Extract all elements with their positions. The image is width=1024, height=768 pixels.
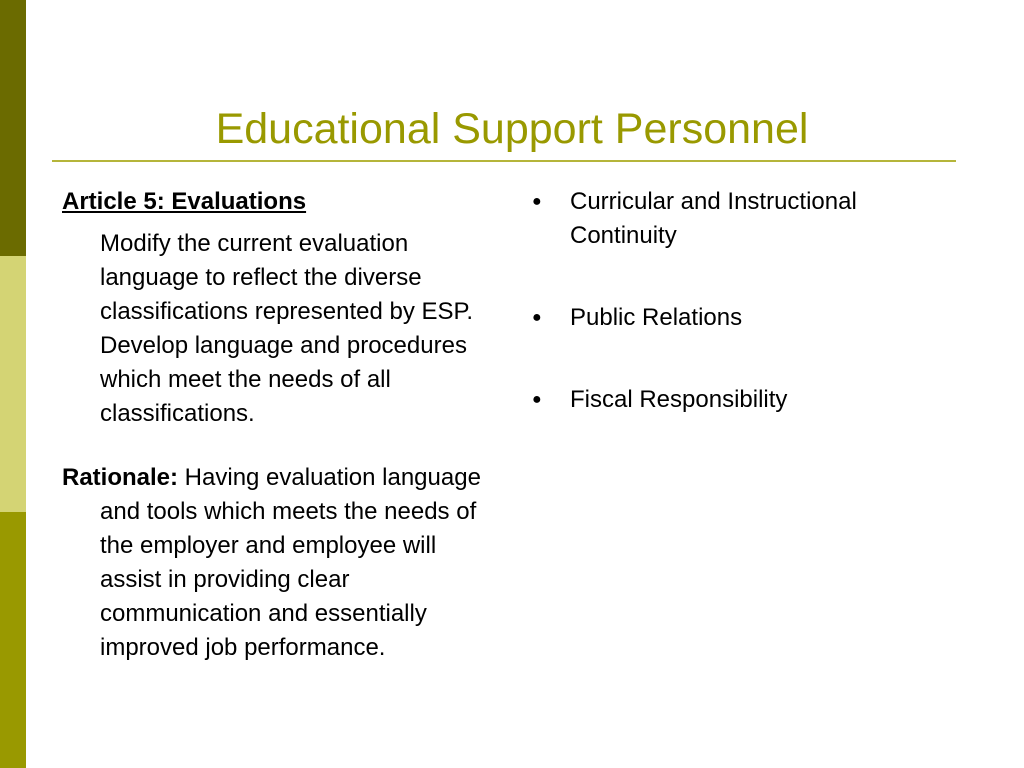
bullet-item-curricular <box>530 185 950 253</box>
rationale-text: Having evaluation language and tools which meets the needs of the employer and employee will assist in providing clear communication and essentially improved job performance. <box>100 464 481 661</box>
side-bar-middle <box>0 256 26 512</box>
left-column <box>62 185 502 665</box>
bullet-item-fiscal <box>530 383 950 417</box>
rationale-label: Rationale: <box>62 464 179 491</box>
bullet-icon: ● <box>532 391 542 408</box>
article-heading: Article 5: Evaluations <box>62 188 307 215</box>
bullet-text: Fiscal Responsibility <box>570 386 788 413</box>
side-bar-top <box>0 0 26 256</box>
bullet-text: Public Relations <box>570 304 743 331</box>
bullet-item-public-relations <box>530 301 950 335</box>
slide-title: Educational Support Personnel <box>215 105 809 153</box>
article-body: Modify the current evaluation language to reflect the diverse classifications represented by ESP. Develop language and procedures which meet the needs of all classifications. <box>100 230 474 427</box>
bullet-text: Curricular and Instructional Continuity <box>570 188 857 249</box>
bullet-icon: ● <box>532 193 542 210</box>
title-divider <box>52 160 956 162</box>
side-bar-bottom <box>0 512 26 768</box>
bullet-icon: ● <box>532 309 542 326</box>
rationale-paragraph <box>62 461 502 665</box>
right-column <box>530 185 950 465</box>
